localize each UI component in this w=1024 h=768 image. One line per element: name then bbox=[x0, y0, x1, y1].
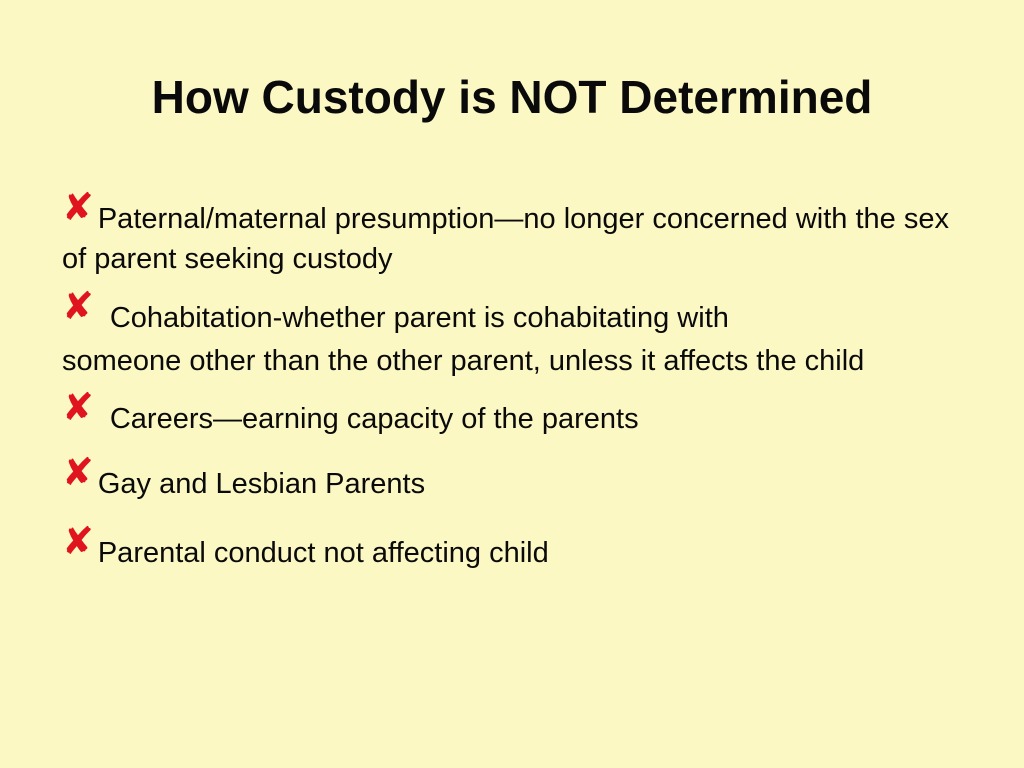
bullet-item bbox=[62, 522, 962, 573]
bullet-text: Paternal/maternal presumption—no longer concerned with the sex of parent seeking custody bbox=[62, 203, 949, 275]
x-mark-icon: ✘ bbox=[62, 187, 94, 229]
x-mark-icon: ✘ bbox=[62, 452, 94, 494]
bullet-text: Parental conduct not affecting child bbox=[97, 537, 549, 569]
bullet-text-continuation: someone other than the other parent, unless it affects the child bbox=[62, 345, 865, 377]
bullet-item bbox=[62, 453, 962, 504]
bullet-item bbox=[62, 388, 962, 439]
x-mark-icon: ✘ bbox=[62, 521, 94, 563]
x-mark-icon: ✘ bbox=[62, 286, 94, 328]
bullet-text: Gay and Lesbian Parents bbox=[97, 468, 426, 500]
bullet-text: Careers—earning capacity of the parents bbox=[109, 403, 639, 435]
slide-title: How Custody is NOT Determined bbox=[151, 71, 873, 123]
bullet-list bbox=[62, 188, 962, 573]
bullet-text: Cohabitation-whether parent is cohabitating with bbox=[109, 302, 729, 334]
bullet-item bbox=[62, 188, 962, 279]
x-mark-icon: ✘ bbox=[62, 387, 94, 429]
bullet-item bbox=[62, 287, 962, 378]
